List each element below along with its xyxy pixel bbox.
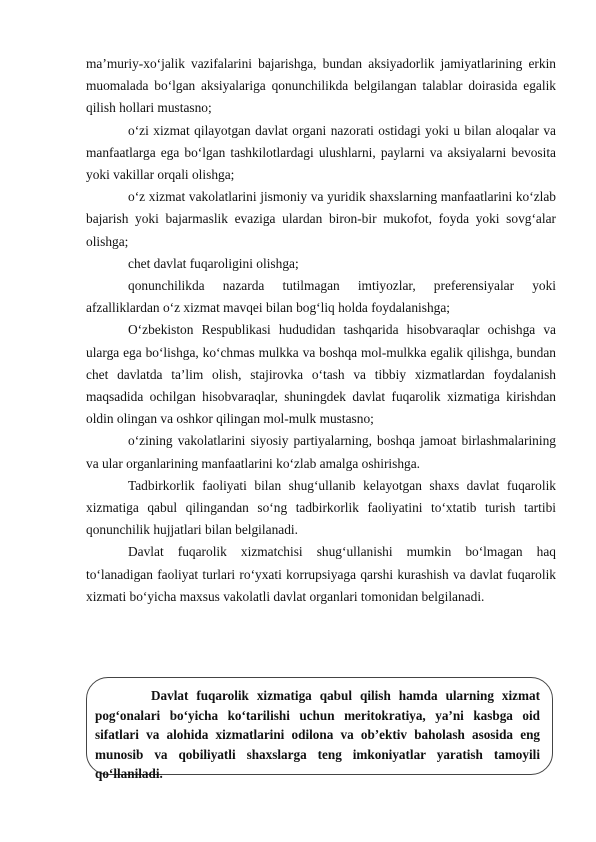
paragraph-item: chet davlat fuqaroligini olishga;	[128, 255, 299, 271]
paragraph-item: O‘zbekiston Respublikasi hududidan tashqarida hisobvaraqlar ochishga va ularga ega bo‘lishga, ko‘chmas mulkka va boshqa mol-mulkka egalik qilishga, bundan chet davlatda ta’lim olish, stajirovka o‘tash va tibbiy xizmatlardan foydalanish maqsadida ochilgan hisobvaraqlar, shuningdek davlat fuqarolik xizmatiga kirishdan oldin olingan va oshkor qilingan mol-mulk mustasno;	[86, 322, 556, 427]
paragraph-item: o‘zining vakolatlarini siyosiy partiyalarning, boshqa jamoat birlashmalarining va ular organlarining manfaatlarini ko‘zlab amalga oshirishga.	[86, 433, 556, 471]
highlight-box	[86, 677, 553, 782]
document-body	[86, 53, 556, 608]
paragraph-item: o‘z xizmat vakolatlarini jismoniy va yuridik shaxslarning manfaatlarini ko‘zlab bajarish yoki bajarmaslik evaziga ulardan biron-bir mukofot, foyda yoki sovg‘alar olishga;	[86, 189, 556, 249]
paragraph: Tadbirkorlik faoliyati bilan shug‘ullanib kelayotgan shaxs davlat fuqarolik xizmatiga qabul qilingandan so‘ng tadbirkorlik faoliyatini to‘xtatib turish tartibi qonunchilik hujjatlari bilan belgilanadi.	[86, 477, 556, 538]
paragraph: Davlat fuqarolik xizmatchisi shug‘ullanishi mumkin bo‘lmagan haq to‘lanadigan faoliyat turlari ro‘yxati korrupsiyaga qarshi kurashish va davlat fuqarolik xizmati bo‘yicha maxsus vakolatli davlat organlari tomonidan belgilanadi.	[86, 544, 556, 604]
paragraph-item: o‘zi xizmat qilayotgan davlat organi nazorati ostidagi yoki u bilan aloqalar va manfaatlarga ega bo‘lgan tashkilotlardagi ulushlarni, paylarni va aksiyalarni bevosita yoki vakillar orqali olishga;	[86, 122, 556, 183]
paragraph-item: qonunchilikda nazarda tutilmagan imtiyozlar, preferensiyalar yoki afzalliklardan o‘z xizmat mavqei bilan bog‘liq holda foydalanishga;	[86, 278, 556, 316]
highlight-text: Davlat fuqarolik xizmatiga qabul qilish hamda ularning xizmat pog‘onalari bo‘yicha ko‘tarilishi uchun meritokratiya, ya’ni kasbga oid sifatlari va alohida xizmatlarini odilona va ob’ektiv baholash asosida eng munosib va qobiliyatli shaxslarga teng imkoniyatlar yaratish tamoyili qo‘llaniladi.	[95, 688, 540, 782]
paragraph-continuation: ma’muriy-xo‘jalik vazifalarini bajarishga, bundan aksiyadorlik jamiyatlarining erkin muomalada bo‘lgan aksiyalariga qonunchilikda belgilangan talablar doirasida egalik qilish hollari mustasno;	[86, 56, 556, 116]
